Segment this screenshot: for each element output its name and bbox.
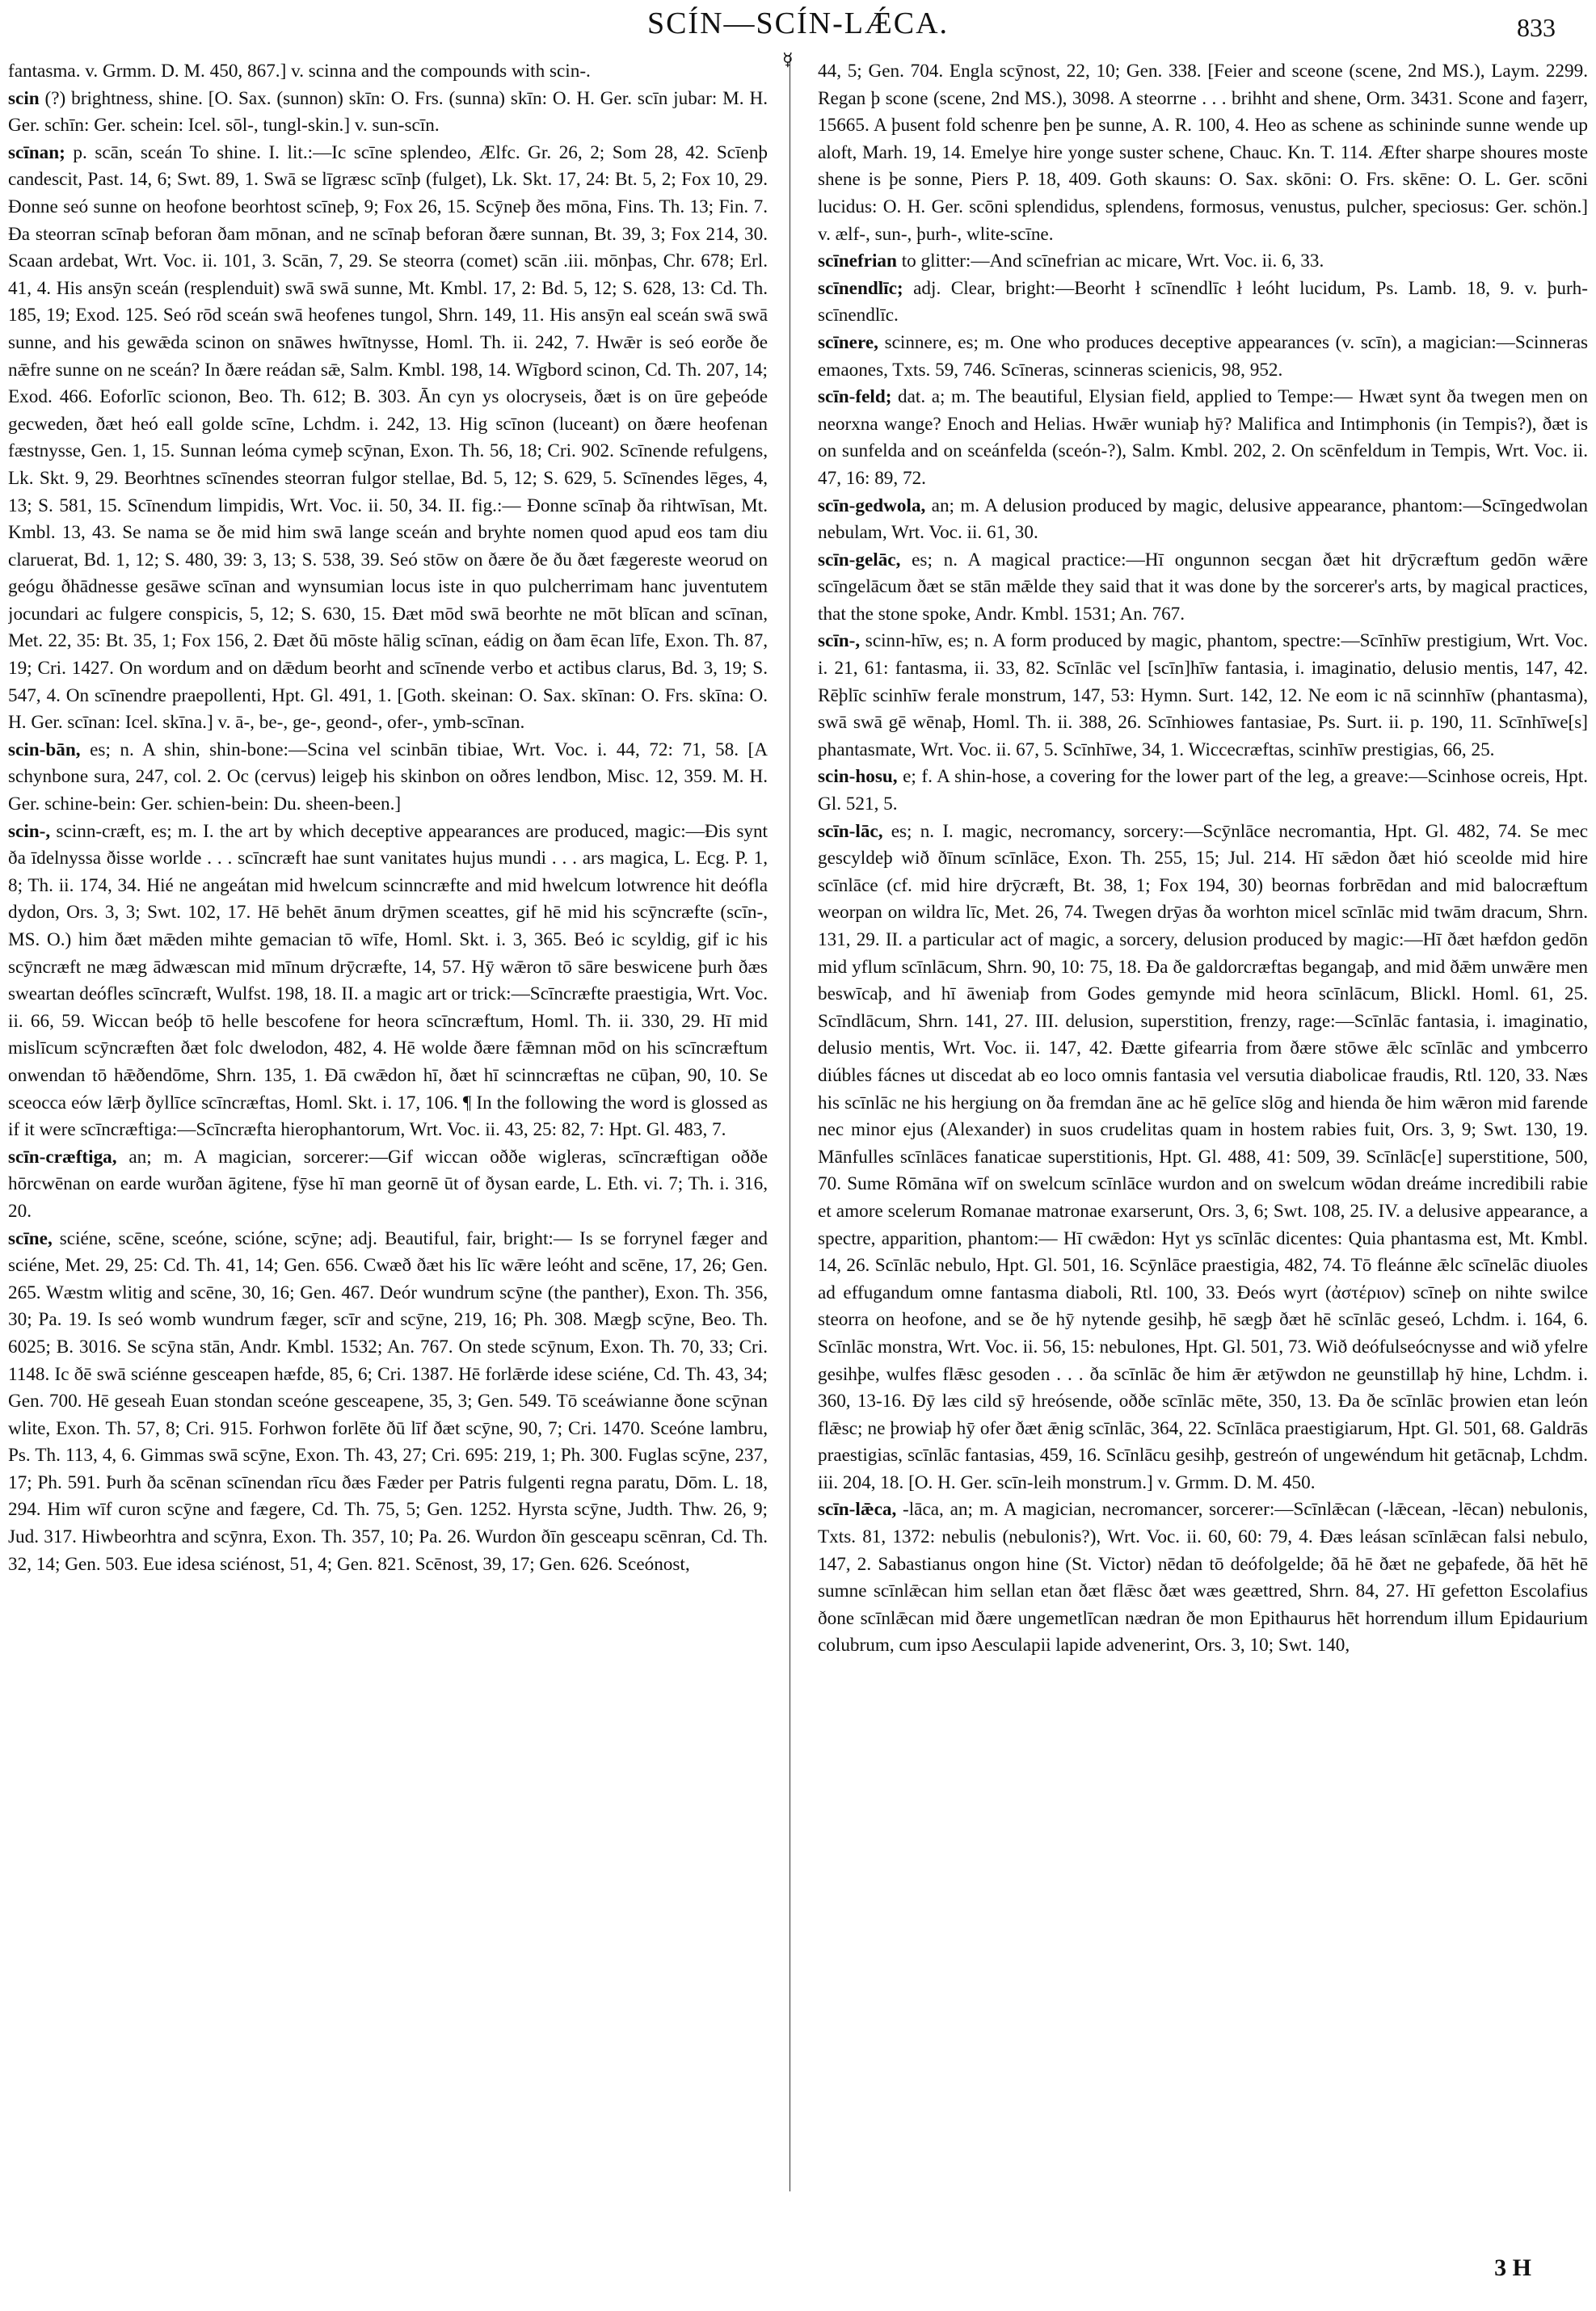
entry-text: (?) brightness, shine. [O. Sax. (sunnon) skīn: O. Frs. (sunna) skīn: O. H. Ger. scīn jubar: M. H. Ger. schīn: Ger. schein: Icel. sōl-, tungl-skin.] v. sun-scīn. [8, 87, 768, 137]
entry-headword: scīn-feld; [818, 386, 892, 408]
entry-headword: scin-, [8, 820, 51, 842]
entry-headword: scīnan; [8, 141, 65, 163]
entry-text: scinnere, es; m. One who produces deceptive appearances (v. scīn), a magician:—Scinneras emaones, Txts. 59, 746. Scīneras, scinneras scienicis, 98, 952. [818, 331, 1588, 381]
entry-text: an; m. A magician, sorcerer:—Gif wiccan oððe wigleras, scīncræftigan oððe hōrcwēnan on earde wurðan āgitene, fȳse hī man geornē ūt of ðysan earde, L. Eth. vi. 7; Th. i. 316, 20. [8, 1146, 768, 1222]
entry-text: p. scān, sceán To shine. I. lit.:—Ic scīne splendeo, Ælfc. Gr. 26, 2; Som 28, 42. Scīenþ candescit, Past. 14, 6; Swt. 89, 1. Swā se līgræsc scīnþ (fulget), Lk. Skt. 17, 24: Bt. 5, 2; Fox 10, 29. Ðonne seó sunne on heofone beorhtost scīneþ, 9; Fox 26, 15. Scȳneþ ðes mōna, Fins. Th. 13; Fin. 7. Ða steorran scīnaþ beforan ðam mōnan, and ne scīnaþ beforan ðære sunnan, Bt. 39, 3; Fox 214, 30. Scaan ardebat, Wrt. Voc. ii. 101, 3. Scān, 7, 29. Se steorra (comet) scān .iii. mōnþas, Chr. 678; Erl. 41, 4. His ansȳn sceán (resplenduit) swā swā sunne, Mt. Kmbl. 17, 2: Bd. 5, 12; S. 628, 13: Cd. Th. 185, 19; Exod. 125. Seó rōd sceán swā heofenes tungol, Shrn. 149, 11. His ansȳn eal sceán swā swā sunne, and his gewǣda scinon on snāwes hwītnysse, Homl. Th. ii. 242, 7. Hwǣr is seó eorðe ðe nǣfre sunne on ne sceán? In ðære reádan sǣ, Salm. Kmbl. 198, 14. Wīgbord scinon, Cd. Th. 207, 14; Exod. 466. Eoforlīc scionon, Beo. Th. 612; B. 303. Ān cyn ys olocryseis, ðæt is on ūre geþeóde gecweden, ðæt heó eall golde scīne, Lchdm. i. 242, 13. Hig scīnon (luceant) on ðære heofenan fæstnysse, Gen. 1, 15. Sunnan leóma cymeþ scȳnan, Exon. Th. 56, 18; Cri. 902. Scīnende refulgens, Lk. Skt. 9, 29. Beorhtnes scīnendes steorran fulgor stellae, Bd. 5, 12; S. 629, 5. Scīnendes lēges, 4, 13; S. 581, 15. Scīnendum limpidis, Wrt. Voc. ii. 50, 34. II. fig.:— Ðonne scīnaþ ða rihtwīsan, Mt. Kmbl. 13, 43. Se nama se ðe mid him swā lange sceán and bryhte nomen quod apud eos tam diu claruerat, Bd. 1, 12; S. 480, 39: 3, 13; S. 538, 39. Seó stōw on ðære ðe ðu ðæt fægereste weorud on geógu ðhādnesse gesāwe scīnan and wynsumian locus iste in quo pulcherrimam hanc juventutem jocundari ac fulgere conspicis, 5, 12; S. 630, 15. Ðæt mōd swā beorhte ne mōt blīcan and scīnan, Met. 22, 35: Bt. 35, 1; Fox 156, 2. Ðæt ðū mōste hālig scīnan, eádig on ðam ēcan līfe, Exon. Th. 87, 19; Cri. 1427. On wordum and on dǣdum beorht and scīnende verbo et actibus clarus, Bd. 3, 19; S. 547, 4. On scīnendre praepollenti, Hpt. Gl. 491, 1. [Goth. skeinan: O. Sax. skīnan: O. Frs. skīna: O. H. Ger. scīnan: Icel. skīna.] v. ā-, be-, ge-, geond-, ofer-, ymb-scīnan. [8, 141, 768, 734]
dictionary-entry [818, 764, 1588, 818]
dictionary-entry [8, 737, 768, 819]
dictionary-entry [818, 628, 1588, 764]
entry-headword: scīn-gelāc, [818, 549, 901, 570]
dictionary-entry [818, 276, 1588, 330]
right-column [818, 58, 1588, 2240]
dictionary-entry [8, 58, 768, 86]
entry-text: sciéne, scēne, sceóne, scióne, scȳne; adj. Beautiful, fair, bright:— Is se forrynel fæger and sciéne, Met. 29, 25: Cd. Th. 41, 14; Gen. 656. Cwæð ðæt his līc wǣre leóht and scēne, 17, 26; Gen. 265. Wæstm wlitig and scēne, 30, 16; Gen. 467. Deór wundrum scȳne (the panther), Exon. Th. 356, 30; Pa. 19. Is seó womb wundrum fæger, scīr and scȳne, 219, 16; Ph. 308. Mægþ scȳne, Beo. Th. 6025; B. 3016. Se scȳna stān, Andr. Kmbl. 1532; An. 767. On stede scȳnum, Exon. Th. 70, 33; Cri. 1148. Ic ðē swā sciénne gesceapen hæfde, 85, 6; Cri. 1387. Hē forlǣrde idese sciéne, Cd. Th. 43, 34; Gen. 700. Hē geseah Euan stondan sceóne gesceapene, 35, 3; Gen. 549. Tō sceáwianne ðone scȳnan wlite, Exon. Th. 57, 8; Cri. 915. Forhwon forlēte ðū līf ðæt scȳne, 90, 7; Cri. 1470. Sceóne lambru, Ps. Th. 113, 4, 6. Gimmas swā scȳne, Exon. Th. 43, 27; Cri. 695: 219, 1; Ph. 300. Fuglas scȳne, 237, 17; Ph. 591. Þurh ða scēnan scīnendan rīcu ðæs Fæder per Patris fulgenti regna paratu, Dōm. L. 18, 294. Him wīf curon scȳne and fægere, Cd. Th. 75, 5; Gen. 1252. Hyrsta scȳne, Judth. Thw. 26, 9; Jud. 317. Hiwbeorhtra and scȳnra, Exon. Th. 357, 10; Pa. 26. Wurdon ðīn gesceapu scēnran, Cd. Th. 32, 14; Gen. 503. Eue idesa sciénost, 51, 4; Gen. 821. Scēnost, 39, 17; Gen. 626. Sceónost, [8, 1227, 768, 1575]
dictionary-entry [818, 493, 1588, 547]
dictionary-entry [818, 330, 1588, 384]
dictionary-entry [818, 819, 1588, 1497]
entry-headword: scīnefrian [818, 250, 897, 272]
entry-text: adj. Clear, bright:—Beorht ł scīnendlīc ł leóht lucidum, Ps. Lamb. 18, 9. v. þurh-scīnendlīc. [818, 277, 1588, 326]
page-number: 833 [1517, 13, 1556, 42]
entry-headword: scīn-lǣca, [818, 1499, 897, 1521]
entry-text: to glitter:—And scīnefrian ac micare, Wrt. Voc. ii. 6, 33. [901, 250, 1324, 272]
entry-text: e; f. A shin-hose, a covering for the lower part of the leg, a greave:—Scinhose ocreis, Hpt. Gl. 521, 5. [818, 766, 1588, 815]
dictionary-entry [8, 140, 768, 737]
dictionary-entry [818, 248, 1588, 276]
dictionary-entry [818, 384, 1588, 492]
dictionary-entry [8, 86, 768, 140]
dictionary-entry [8, 819, 768, 1144]
entry-text: -lāca, an; m. A magician, necromancer, sorcerer:—Scīnlǣcan (-lǣcean, -lēcan) nebulonis, Txts. 81, 1372: nebulis (nebulonis?), Wrt. Voc. ii. 60, 60: 79, 4. Ðæs leásan scīnlǣcan falsi nebulo, 147, 2. Sabastianus ongon hine (St. Victor) nēdan tō deófolgelde; ðā hē ðæt ne geþafede, ðā hēt hē sumne scīnlǣcan him sellan etan ðæt flǣsc ðæt wæs geættred, Shrn. 84, 27. Hī gefetton Escolafius ðone scīnlǣcan mid ðære ungemetlīcan nædran ðe mon Epithaurus hēt horrendum illum Epidaurium colubrum, cum ipso Aesculapii lapide advenerint, Ors. 3, 10; Swt. 140, [818, 1499, 1588, 1656]
entry-headword: scīne, [8, 1227, 53, 1249]
running-title: SCÍN—SCÍN-LǼCA. [646, 6, 950, 40]
entry-text: fantasma. v. Grmm. D. M. 450, 867.] v. scinna and the compounds with scin-. [8, 61, 591, 82]
dictionary-entry [818, 58, 1588, 248]
entry-headword: scin [8, 87, 40, 109]
entry-headword: scīn-, [818, 630, 861, 652]
dictionary-entry [818, 1496, 1588, 1660]
dictionary-entry [8, 1226, 768, 1579]
entry-text: scinn-cræft, es; m. I. the art by which deceptive appearances are produced, magic:—Ðis synt ða īdelnyssa ðisse worlde . . . scīncræft hae sunt vanitates hujus mundi . . . ars magica, L. Ecg. P. 1, 8; Th. ii. 174, 34. Hié ne angeátan mid hwelcum scinncræfte and mid hwelcum lotwrence hit deófla dydon, Ors. 3, 3; Swt. 102, 17. Hē behēt ānum drȳmen sceattes, gif hē mid his scȳncræfte (scīn-, MS. O.) him ðæt mǣden mihte gemacian tō wīfe, Homl. Skt. i. 3, 365. Beó ic scyldig, gif ic his scȳncræft ne mæg ādwæscan mid mīnum drȳcræfte, 14, 57. Hȳ wǣron tō sāre beswicene þurh ðæs sweartan deófles scīncræft, Wulfst. 198, 18. II. a magic art or trick:—Scīncræfte praestigia, Wrt. Voc. ii. 66, 59. Wiccan beóþ tō helle bescofene for heora scīncræftum, Homl. Th. ii. 330, 29. Hī mid mislīcum scȳncræften ðæt folc dwelodon, 482, 4. Hē wolde ðære fǣmnan mōd on his scīncræftum onwendan tō hǣðendōme, Shrn. 135, 1. Ðā cwǣdon hī, ðæt hī scinncræftas ne cūþan, 90, 10. Se sceocca eów lǣrþ ðyllīce scīncræftas, Homl. Skt. i. 17, 106. ¶ In the following the word is glossed as if it were scīncræftiga:—Scīncræfta hierophantorum, Wrt. Voc. ii. 43, 25: 82, 7: Hpt. Gl. 483, 7. [8, 820, 768, 1141]
entry-headword: scīnendlīc; [818, 277, 903, 299]
entry-text: es; n. A magical practice:—Hī ongunnon secgan ðæt hit drȳcræftum gedōn wǣre scīngelācum ðæt se stān mǣlde they said that it was done by the sorcerer's arts, by magical practices, that the stone spoke, Andr. Kmbl. 1531; An. 767. [818, 549, 1588, 625]
dictionary-entry [818, 547, 1588, 629]
divider-ornament-icon: ☿ [782, 49, 794, 69]
entry-text: scinn-hīw, es; n. A form produced by magic, phantom, spectre:—Scīnhīw prestigium, Wrt. Voc. i. 21, 61: fantasma, ii. 33, 82. Scīnlāc vel [scīn]hīw fantasia, i. imaginatio, delusio mentis, 147, 42. Rēþlīc scinhīw ferale monstrum, 147, 53: Hymn. Surt. 142, 12. Ne eom ic nā scinnhīw (phantasma), swā swā gē wēnaþ, Homl. Th. ii. 388, 26. Scīnhiowes fantasiae, Ps. Surt. ii. p. 190, 11. Scīnhīwe[s] phantasmate, Wrt. Voc. ii. 67, 5. Scīnhīwe, 34, 1. Wiccecræftas, scinhīw prestigias, 66, 25. [818, 630, 1588, 760]
entry-text: 44, 5; Gen. 704. Engla scȳnost, 22, 10; Gen. 338. [Feier and sceone (scene, 2nd MS.), Laym. 2299. Regan þ scone (scene, 2nd MS.), 3098. A steorrne . . . brihht and shene, Orm. 3431. Scone and faȝerr, 15665. A þusent fold schenre þen þe sunne, A. R. 100, 4. Heo as schene as schininde sunne wende up aloft, Marh. 19, 14. Emelye hire yonge suster schene, Chauc. Kn. T. 114. Æfter sharpe shoures moste shene is þe sonne, Piers P. 18, 409. Goth skauns: O. Sax. skōni: O. Frs. skēne: O. L. Ger. scōni lucidus: O. H. Ger. scōni splendidus, splendens, formosus, venustus, pulcher, speciosus: Ger. schön.] v. ælf-, sun-, þurh-, wlite-scīne. [818, 61, 1588, 245]
entry-headword: scin-hosu, [818, 766, 898, 788]
entry-text: es; n. I. magic, necromancy, sorcery:—Scȳnlāce necromantia, Hpt. Gl. 482, 74. Se mec gescyldeþ wið ðīnum scīnlāce, Exon. Th. 255, 15; Jul. 214. Hī sǣdon ðæt hió sceolde mid hire scīnlāce (cf. mid hire drȳcræft, Bt. 38, 1; Fox 194, 30) beornas forbrēdan and mid balocræftum weorpan on wildra līc, Met. 26, 74. Twegen drȳas ða worhton micel scīnlāc mid twām dracum, Shrn. 131, 29. II. a particular act of magic, a sorcery, delusion produced by magic:—Hī ðæt hæfdon gedōn mid yflum scīnlācum, Shrn. 90, 10: 75, 18. Ða ðe galdorcræftas begangaþ, and mid ðǣm unwǣre men beswīcaþ, and hī āweniaþ from Godes gemynde mid heora scīnlācum, Blickl. Homl. 61, 25. Scīndlācum, Shrn. 141, 27. III. delusion, superstition, frenzy, rage:—Scīnlāc fantasia, i. imaginatio, delusio mentis, Wrt. Voc. ii. 147, 42. Ðætte gifearria from ðære stōwe ǣlc scīnlāc and ymbcerro diúbles fácnes ut discedat ab eo loco omnis fantasia vel versutia diabolicae fraudis, Rtl. 120, 33. Næs his scīnlāc ne his hergiung on ða fremdan āne ac hē gelīce slōg and hienda ðe him wǣron mid farende nec minor ejus (Alexander) in suos crudelitas quam in hostem rabies fuit, Ors. 3, 9; Swt. 130, 19. Mānfulles scīnlāces fanaticae superstitionis, Hpt. Gl. 488, 41: 509, 39. Scīnlāc[e] superstitione, 500, 70. Sume Rōmāna wīf on swelcum scīnlāce wurdon and on swelcum wōdan dreáme incredibili rabie et amore scelerum Romanae matronae exarserunt, Ors. 3, 6; Swt. 108, 25. IV. a delusive appearance, a spectre, apparition, phantom:— Hī cwǣdon: Hyt ys scīnlāc dicentes: Quia phantasma est, Mt. Kmbl. 14, 26. Scīnlāc nebulo, Hpt. Gl. 501, 16. Scȳnlāce praestigia, 482, 74. Tō fleánne ǣlc scīnelāc diuoles ad effugandum omne fantasma diaboli, Rtl. 100, 33. Ðeós wyrt (ἀστέριον) scīneþ on nihte swilce steorra on heofone, and se ðe hȳ nytende gesihþ, hē sægþ ðæt hē scīnlāc geseó, Lchdm. i. 164, 6. Scīnlāc monstra, Wrt. Voc. ii. 56, 15: nebulones, Hpt. Gl. 501, 73. Wið deófulseócnysse and wið yfelre gesihþe, wulfes flǣsc gesoden . . . ða scīnlāc ðe him ǣr ætȳwdon ne geunstillaþ hȳ hine, Lchdm. i. 360, 13-16. Ðȳ læs cild sȳ hreósende, oððe scīnlāc mēte, 350, 13. Ða ðe scīnlāc þrowien etan león flǣsc; ne þrowiaþ hȳ ofer ðæt ǣnig scīnlāc, 364, 22. Scīnlāca praestigiarum, Hpt. Gl. 501, 68. Galdrās praestigias, scīnlāc fantasias, 459, 16. Scīnlācu gesihþ, gestreón of ungewéndum hit getācnaþ, Lchdm. iii. 204, 18. [O. H. Ger. scīn-leih monstrum.] v. Grmm. D. M. 450. [818, 820, 1588, 1493]
entry-headword: scīn-lāc, [818, 820, 883, 842]
entry-headword: scīn-cræftiga, [8, 1146, 117, 1168]
dictionary-entry [8, 1144, 768, 1226]
entry-text: es; n. A shin, shin-bone:—Scina vel scinbān tibiae, Wrt. Voc. i. 44, 72: 71, 58. [A schynbone sura, 247, col. 2. Oc (cervus) leigeþ his skinbon on oðres lendbon, Misc. 12, 359. M. H. Ger. schine-bein: Ger. schien-bein: Du. sheen-been.] [8, 739, 768, 815]
entry-text: dat. a; m. The beautiful, Elysian field, applied to Tempe:— Hwæt synt ða twegen men on neorxna wange? Enoch and Helias. Hwǣr wuniaþ hȳ? Malifica and Intimphonis (in Tempis?), ðæt is on sunfelda and on sceánfelda (sceón-?), Salm. Kmbl. 202, 2. On scēnfeldum in Tempis, Wrt. Voc. ii. 47, 16: 89, 72. [818, 386, 1588, 489]
left-column [8, 58, 768, 2240]
signature-mark: 3 H [1494, 2254, 1531, 2281]
entry-headword: scin-bān, [8, 739, 81, 760]
entry-text: an; m. A delusion produced by magic, delusive appearance, phantom:—Scīngedwolan nebulam, Wrt. Voc. ii. 61, 30. [818, 495, 1588, 544]
entry-headword: scīnere, [818, 331, 878, 353]
running-header [0, 0, 1596, 47]
entry-headword: scīn-gedwola, [818, 495, 926, 516]
